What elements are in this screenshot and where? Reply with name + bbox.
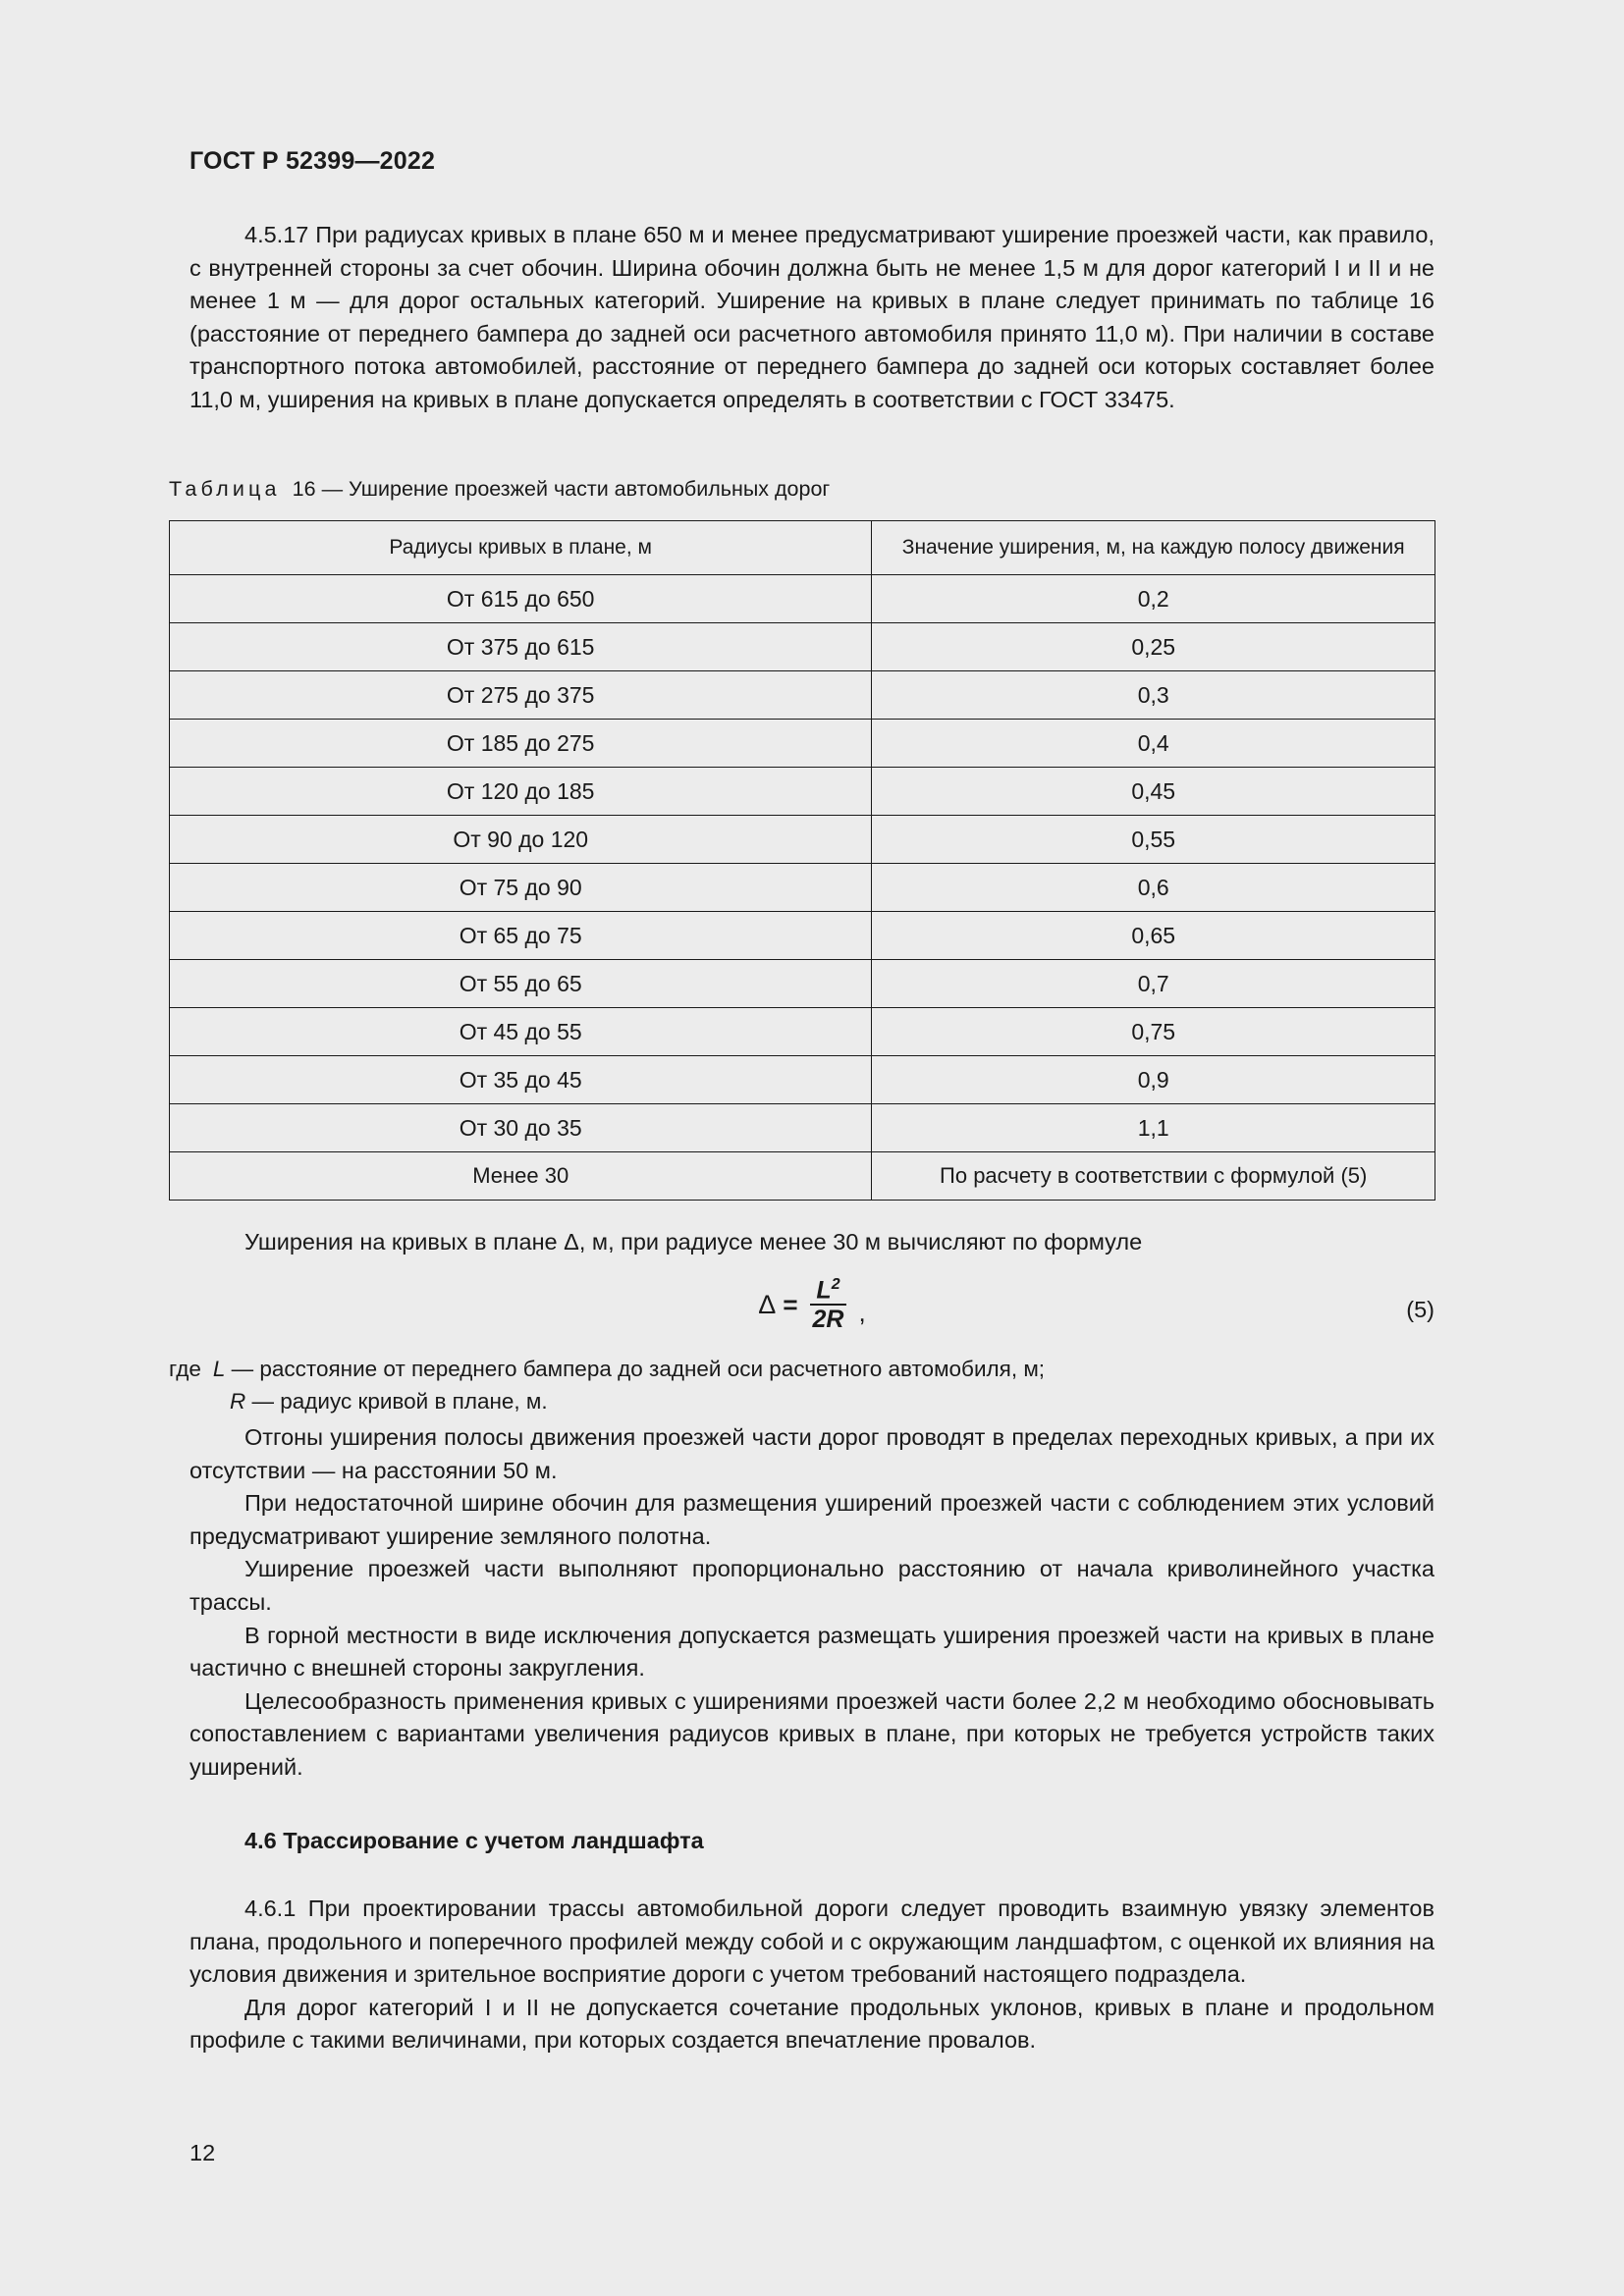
paragraph-otgony: Отгоны уширения полосы движения проезжей части дорог проводят в пределах переходных кривых, а при их отсутствии — на расстоянии 50 м.	[189, 1424, 1435, 1483]
table-header-row	[170, 521, 1435, 575]
table-cell-widening: 0,3	[872, 671, 1435, 720]
table-cell-widening: 1,1	[872, 1104, 1435, 1152]
table-header-radius: Радиусы кривых в плане, м	[170, 521, 872, 575]
table-body	[170, 575, 1435, 1201]
definition-row-r	[169, 1385, 1435, 1417]
section-heading-4-6: 4.6 Трассирование с учетом ландшафта	[244, 1828, 704, 1853]
table-cell-widening: 0,9	[872, 1056, 1435, 1104]
page-number: 12	[189, 2140, 216, 2165]
table-header-widening: Значение уширения, м, на каждую полосу движения	[872, 521, 1435, 575]
table-cell-radius: От 90 до 120	[170, 816, 872, 864]
table-cell-radius: От 30 до 35	[170, 1104, 872, 1152]
table-caption-label: Таблица	[169, 477, 281, 501]
table-cell-widening: 0,25	[872, 623, 1435, 671]
section-4-6-body	[189, 1893, 1435, 2057]
where-label: где	[169, 1357, 201, 1381]
formula-lead-in: Уширения на кривых в плане Δ, м, при радиусе менее 30 м вычисляют по формуле	[244, 1229, 1143, 1255]
table-row	[170, 768, 1435, 816]
table-cell-widening: 0,7	[872, 960, 1435, 1008]
table-row	[170, 1008, 1435, 1056]
table-row	[170, 960, 1435, 1008]
definition-symbol-l: L	[212, 1357, 226, 1381]
table-caption-number: 16	[292, 477, 316, 501]
paragraph-nedostatochnoy: При недостаточной ширине обочин для размещения уширений проезжей части с соблюдением этих условий предусматривают уширение земляного полотна.	[189, 1490, 1435, 1549]
table-caption	[169, 477, 830, 502]
table-cell-widening: 0,6	[872, 864, 1435, 912]
table-cell-widening: 0,75	[872, 1008, 1435, 1056]
formula-equals: =	[783, 1289, 798, 1319]
table-row	[170, 1104, 1435, 1152]
formula-numerator	[810, 1277, 845, 1306]
table-cell-radius: От 275 до 375	[170, 671, 872, 720]
paragraph-4-5-17: 4.5.17 При радиусах кривых в плане 650 м и менее предусматривают уширение проезжей части, как правило, с внутренней стороны за счет обочин. Ширина обочин должна быть не менее 1,5 м для дорог категорий I и II и не менее 1 м — для дорог остальных категорий. Уширение на кривых в плане следует принимать по таблице 16 (расстояние от переднего бампера до задней оси расчетного автомобиля принято 11,0 м). При наличии в составе транспортного потока автомобилей, расстояние от переднего бампера до задней оси которых составляет более 11,0 м, уширения на кривых в плане допускается определять в соответствии с ГОСТ 33475.	[189, 222, 1435, 412]
table-row	[170, 623, 1435, 671]
table-cell-radius: От 120 до 185	[170, 768, 872, 816]
table-cell-radius: От 615 до 650	[170, 575, 872, 623]
table-row	[170, 720, 1435, 768]
formula-expression	[189, 1277, 1435, 1332]
after-formula-paragraphs	[189, 1421, 1435, 1785]
table-caption-title: Уширение проезжей части автомобильных дорог	[349, 477, 831, 501]
widening-table	[169, 520, 1435, 1201]
definition-dash-l: —	[231, 1357, 254, 1381]
definition-text-r: радиус кривой в плане, м.	[280, 1389, 548, 1414]
table-cell-radius: Менее 30	[170, 1152, 872, 1201]
table-row	[170, 864, 1435, 912]
table-row	[170, 671, 1435, 720]
definition-symbol-r: R	[230, 1389, 246, 1414]
table-cell-widening: 0,55	[872, 816, 1435, 864]
formula-numerator-exponent: 2	[831, 1276, 840, 1293]
table-cell-radius: От 55 до 65	[170, 960, 872, 1008]
table-row	[170, 1152, 1435, 1201]
paragraph-dlya-dorog: Для дорог категорий I и II не допускается сочетание продольных уклонов, кривых в плане и продольном профиле с такими величинами, при которых создается впечатление провалов.	[189, 1994, 1435, 2054]
paragraph-4-6-1: 4.6.1 При проектировании трассы автомобильной дороги следует проводить взаимную увязку элементов плана, продольного и поперечного профилей между собой и с окружающим ландшафтом, с оценкой их влияния на условия движения и зрительное восприятие дороги с учетом требований настоящего подраздела.	[189, 1896, 1435, 1988]
table-cell-widening: По расчету в соответствии с формулой (5)	[872, 1152, 1435, 1201]
table-row	[170, 1056, 1435, 1104]
table-row	[170, 575, 1435, 623]
running-head: ГОСТ Р 52399—2022	[189, 147, 436, 175]
intro-paragraph-block	[189, 219, 1435, 417]
definition-dash-r: —	[251, 1389, 275, 1414]
paragraph-ushirenie-proporcionalno: Уширение проезжей части выполняют пропорционально расстоянию от начала криволинейного участка трассы.	[189, 1556, 1435, 1615]
paragraph-gornaya-mestnost: В горной местности в виде исключения допускается размещать уширения проезжей части на кривых в плане частично с внешней стороны закругления.	[189, 1622, 1435, 1682]
table-row	[170, 912, 1435, 960]
formula-number: (5)	[1406, 1297, 1435, 1322]
formula-trailing-comma: ,	[858, 1298, 866, 1328]
formula-definitions	[169, 1353, 1435, 1417]
definition-row-l	[169, 1353, 1435, 1385]
formula-row	[189, 1273, 1435, 1348]
table-cell-widening: 0,4	[872, 720, 1435, 768]
table-cell-radius: От 75 до 90	[170, 864, 872, 912]
table-cell-radius: От 45 до 55	[170, 1008, 872, 1056]
table-cell-radius: От 185 до 275	[170, 720, 872, 768]
table-cell-widening: 0,45	[872, 768, 1435, 816]
paragraph-celesoobraznost: Целесообразность применения кривых с уширениями проезжей части более 2,2 м необходимо обосновывать сопоставлением с вариантами увеличения радиусов кривых в плане, при которых не требуется устройств таких уширений.	[189, 1687, 1435, 1780]
formula-delta: Δ	[758, 1289, 777, 1319]
table-row	[170, 816, 1435, 864]
formula-denominator: 2R	[812, 1306, 844, 1334]
table-cell-radius: От 35 до 45	[170, 1056, 872, 1104]
definition-text-l: расстояние от переднего бампера до задней оси расчетного автомобиля, м;	[259, 1357, 1046, 1381]
table-cell-widening: 0,65	[872, 912, 1435, 960]
table-cell-radius: От 65 до 75	[170, 912, 872, 960]
formula-numerator-base: L	[816, 1276, 832, 1305]
table-cell-widening: 0,2	[872, 575, 1435, 623]
table-caption-dash: —	[321, 477, 344, 501]
table-cell-radius: От 375 до 615	[170, 623, 872, 671]
formula-fraction	[807, 1277, 850, 1332]
